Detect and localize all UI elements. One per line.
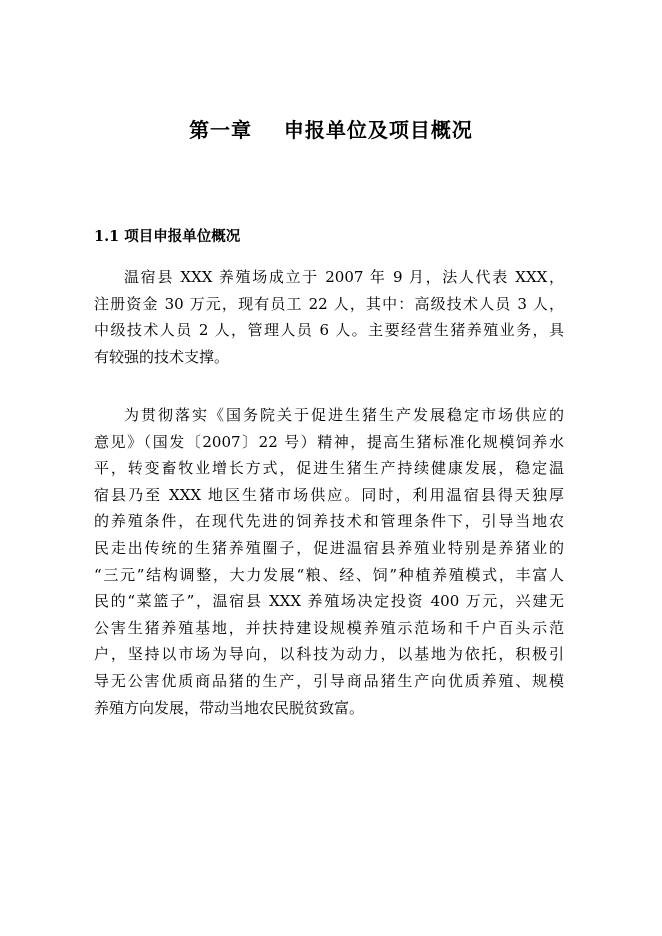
paragraph-line: 意见》（国发〔2007〕22 号）精神，提高生猪标准化规模饲养水 [94, 432, 564, 451]
paragraph-line: 有较强的技术支撑。 [94, 347, 230, 366]
paragraph-line: 户，坚持以市场为导向，以科技为动力，以基地为依托，积极引 [94, 645, 564, 664]
paragraph-line: 养殖方向发展，带动当地农民脱贫致富。 [94, 698, 365, 717]
paragraph-project-purpose [94, 402, 564, 721]
chapter-title: 第一章 申报单位及项目概况 [189, 118, 473, 142]
paragraph-line: 中级技术人员 2 人，管理人员 6 人。主要经营生猪养殖业务，具 [94, 321, 564, 340]
paragraph-line: 平，转变畜牧业增长方式，促进生猪生产持续健康发展，稳定温 [94, 459, 564, 478]
paragraph-line: 的养殖条件，在现代先进的饲养技术和管理条件下，引导当地农 [94, 512, 564, 531]
paragraph-line: 宿县乃至 XXX 地区生猪市场供应。同时，利用温宿县得天独厚 [94, 485, 564, 504]
paragraph-line: “三元”结构调整，大力发展“粮、经、饲”种植养殖模式，丰富人 [94, 565, 564, 584]
paragraph-line: 民的“菜篮子”，温宿县 XXX 养殖场决定投资 400 万元，兴建无 [94, 592, 564, 611]
paragraph-line: 公害生猪养殖基地，并扶持建设规模养殖示范场和千户百头示范 [94, 618, 564, 637]
paragraph-line: 民走出传统的生猪养殖圈子，促进温宿县养殖业特别是养猪业的 [94, 538, 564, 557]
paragraph-line: 注册资金 30 万元，现有员工 22 人，其中：高级技术人员 3 人， [94, 294, 564, 313]
section-heading: 1.1 项目申报单位概况 [94, 228, 241, 245]
paragraph-company-overview [94, 264, 564, 370]
paragraph-line: 为贯彻落实《国务院关于促进生猪生产发展稳定市场供应的 [124, 406, 564, 424]
paragraph-line: 导无公害优质商品猪的生产，引导商品猪生产向优质养殖、规模 [94, 671, 564, 690]
paragraph-line: 温宿县 XXX 养殖场成立于 2007 年 9 月，法人代表 XXX， [124, 268, 564, 286]
